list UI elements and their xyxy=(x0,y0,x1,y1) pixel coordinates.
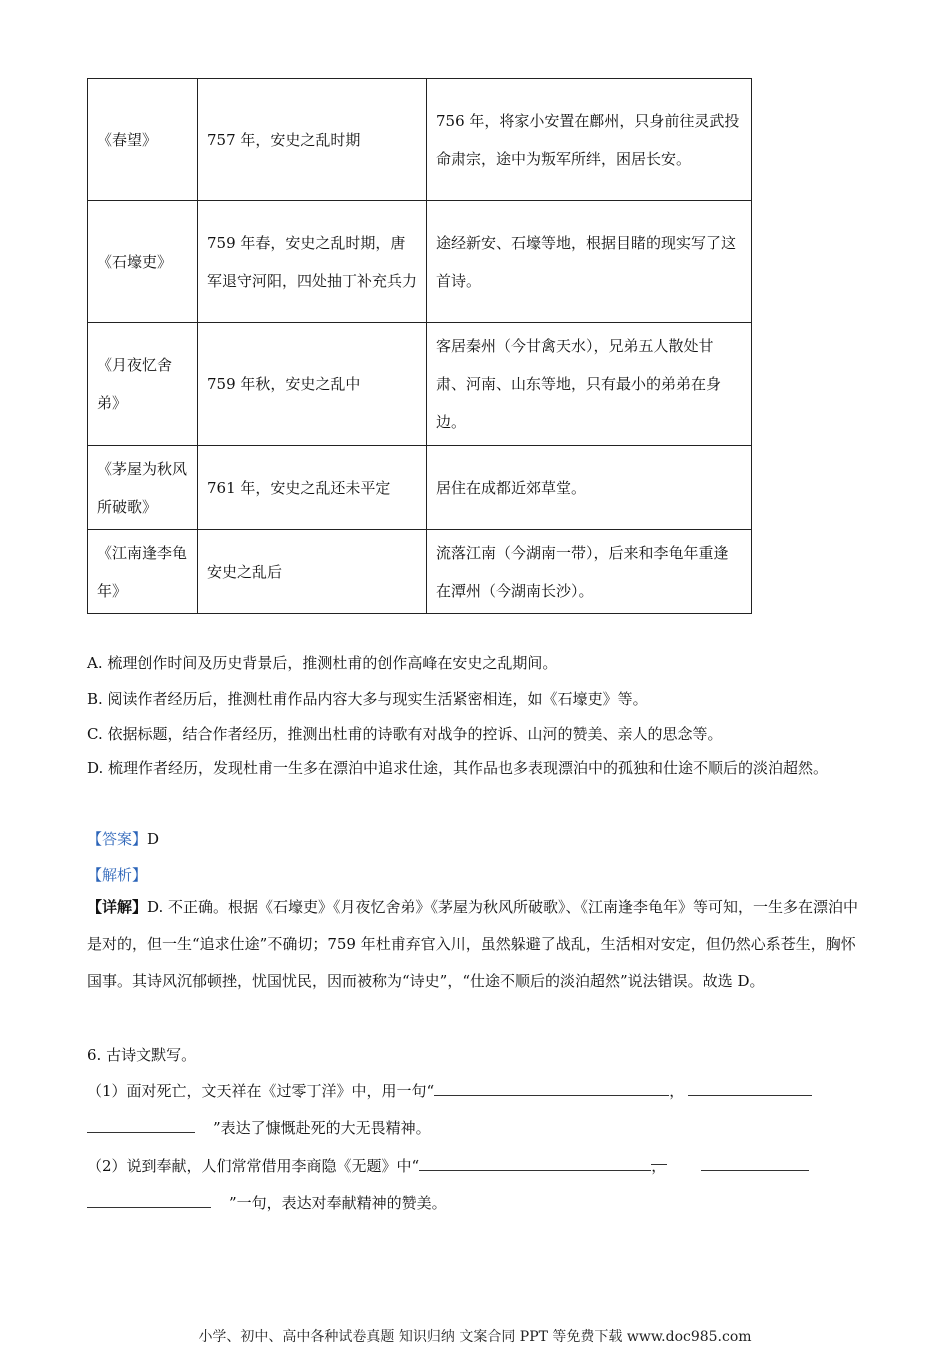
blank-6[interactable] xyxy=(87,1191,211,1208)
work-experience: 居住在成都近郊草堂。 xyxy=(427,446,752,530)
item2-comma: ， xyxy=(651,1148,667,1165)
work-time: 757 年，安史之乱时期 xyxy=(198,79,427,201)
work-experience: 客居秦州（今甘禽天水），兄弟五人散处甘肃、河南、山东等地，只有最小的弟弟在身边。 xyxy=(427,323,752,446)
option-a: A. 梳理创作时间及历史背景后，推测杜甫的创作高峰在安史之乱期间。 xyxy=(87,654,558,672)
option-d: D. 梳理作者经历，发现杜甫一生多在漂泊中追求仕途，其作品也多表现漂泊中的孤独和仕途不顺后的淡泊超然。 xyxy=(87,759,829,777)
table-row xyxy=(88,446,752,530)
blank-3[interactable] xyxy=(87,1116,195,1133)
blank-5[interactable] xyxy=(701,1154,809,1171)
detail-text: D. 不正确。根据《石壕吏》《月夜忆舍弟》《茅屋为秋风所破歌》、《江南逢李龟年》等可知，一生多在漂泊中是对的，但一生“追求仕途”不确切；759 年杜甫弃官入川，虽然躲避了战乱，生活相对安定，但仍然心系苍生，胸怀国事。其诗风沉郁顿挫，忧国忧民，因而被称为“诗史”，“仕途不顺后的淡泊超然”说法错误。故选 D。 xyxy=(87,898,859,990)
table-row xyxy=(88,530,752,614)
item1-suffix: ”表达了慷慨赴死的大无畏精神。 xyxy=(213,1119,431,1137)
table-row xyxy=(88,79,752,201)
work-experience: 756 年，将家小安置在鄜州，只身前往灵武投命肃宗，途中为叛军所绊，困居长安。 xyxy=(427,79,752,201)
work-time: 759 年春，安史之乱时期，唐军退守河阳，四处抽丁补充兵力 xyxy=(198,201,427,323)
work-experience: 流落江南（今湖南一带），后来和李龟年重逢在潭州（今湖南长沙）。 xyxy=(427,530,752,614)
question-6-title: 6. 古诗文默写。 xyxy=(87,1046,197,1064)
blank-1[interactable] xyxy=(434,1079,669,1096)
work-title: 《春望》 xyxy=(88,79,198,201)
work-title: 《茅屋为秋风所破歌》 xyxy=(88,446,198,530)
detail-tag: 【详解】 xyxy=(87,898,148,916)
question-6-item-2 xyxy=(87,1148,862,1222)
footer-text: 小学、初中、高中各种试卷真题 知识归纳 文案合同 PPT 等免费下载 www.doc985.com xyxy=(198,1329,752,1345)
question-6-item-1 xyxy=(87,1073,862,1147)
option-b: B. 阅读作者经历后，推测杜甫作品内容大多与现实生活紧密相连，如《石壕吏》等。 xyxy=(87,690,648,708)
analysis-tag xyxy=(87,865,147,885)
table-row xyxy=(88,201,752,323)
work-time: 761 年，安史之乱还未平定 xyxy=(198,446,427,530)
answer-line xyxy=(87,829,159,849)
work-title: 《石壕吏》 xyxy=(88,201,198,323)
du-fu-works-table xyxy=(87,78,752,614)
work-title: 《江南逢李龟年》 xyxy=(88,530,198,614)
answer-tag: 【答案】 xyxy=(87,830,148,848)
item2-suffix: ”一句，表达对奉献精神的赞美。 xyxy=(229,1194,447,1212)
work-time: 安史之乱后 xyxy=(198,530,427,614)
detail-paragraph xyxy=(87,889,862,1000)
work-title: 《月夜忆舍弟》 xyxy=(88,323,198,446)
item2-prefix: （2）说到奉献，人们常常借用李商隐《无题》中“ xyxy=(87,1157,420,1175)
item1-prefix: （1）面对死亡，文天祥在《过零丁洋》中，用一句“ xyxy=(87,1082,435,1100)
option-c: C. 依据标题，结合作者经历，推测出杜甫的诗歌有对战争的控诉、山河的赞美、亲人的思念等。 xyxy=(87,725,723,743)
item1-comma: ， xyxy=(669,1082,685,1100)
work-experience: 途经新安、石壕等地，根据目睹的现实写了这首诗。 xyxy=(427,201,752,323)
answer-value: D xyxy=(147,830,160,848)
table-row xyxy=(88,323,752,446)
blank-4[interactable] xyxy=(419,1154,651,1171)
work-time: 759 年秋，安史之乱中 xyxy=(198,323,427,446)
blank-2[interactable] xyxy=(688,1079,812,1096)
analysis-label: 【解析】 xyxy=(87,866,148,884)
